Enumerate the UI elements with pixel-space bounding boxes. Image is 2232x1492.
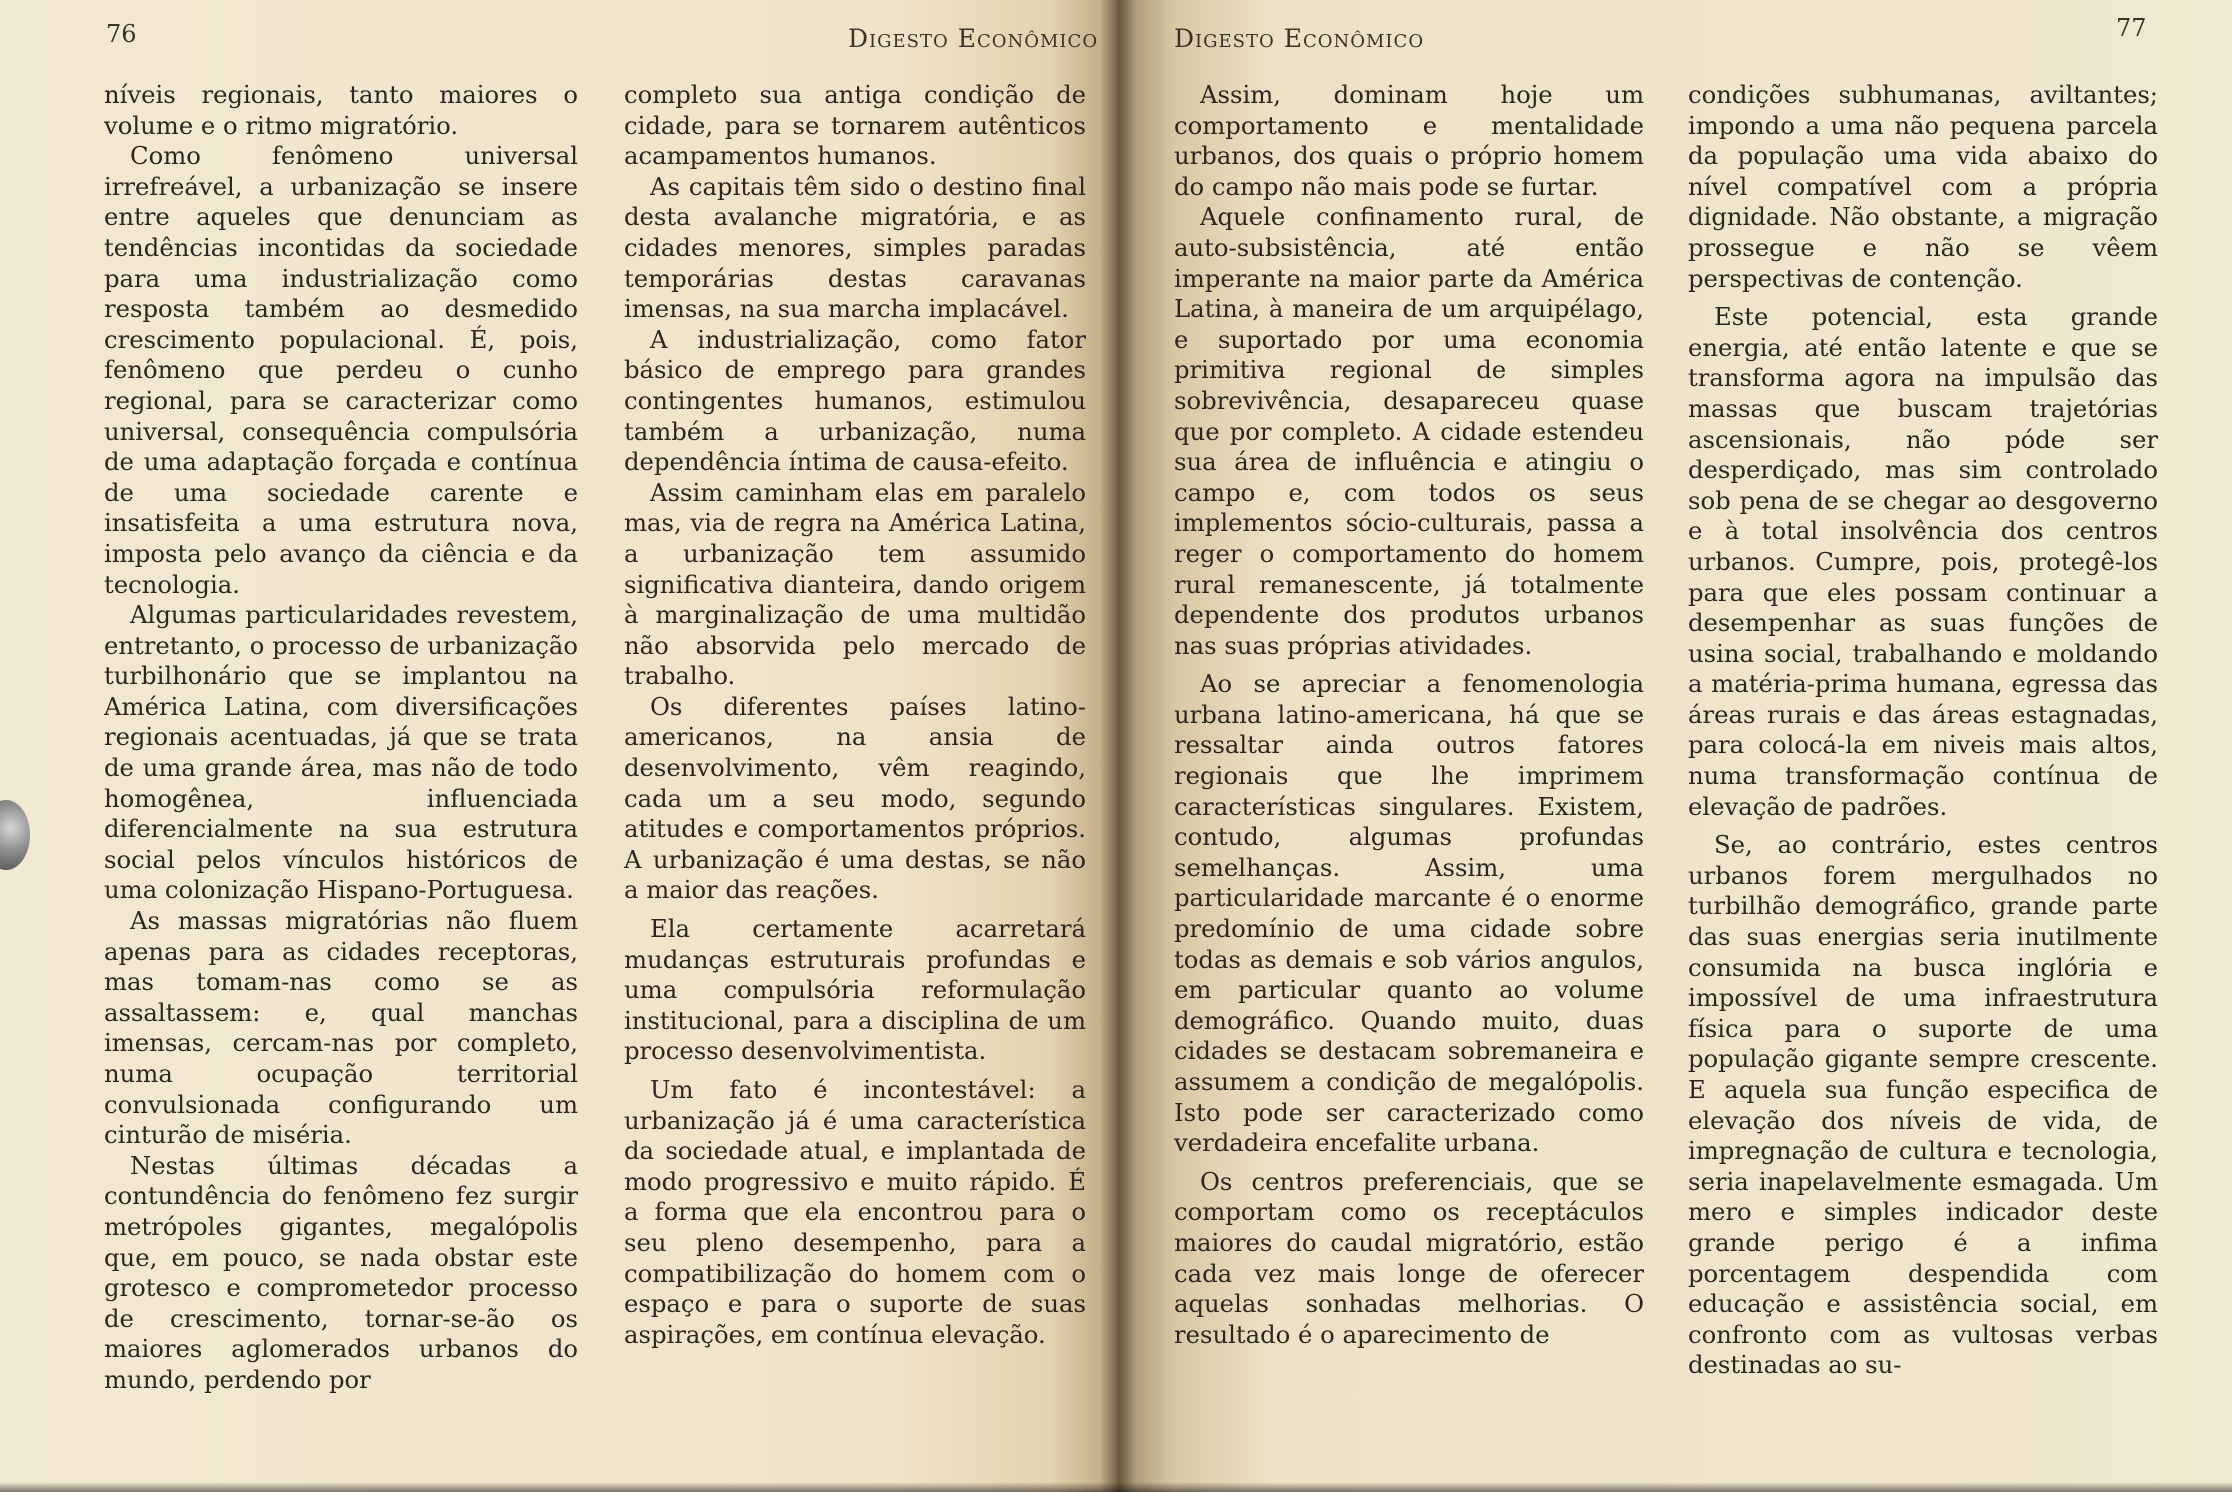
text-column-4 (1688, 80, 2158, 1381)
paragraph: Ao se apreciar a fenomenologia urbana latino-americana, há que se ressaltar ainda outros fatores regionais que lhe imprimem características singulares. Existem, contudo, algumas profundas semelhanças. Assim, uma particularidade marcante é o enorme predomínio de uma cidade sobre todas as demais e sob vários angulos, em particular quanto ao volume demográfico. Quando muito, duas cidades se destacam sobremaneira e assumem a condição de megalópolis. Isto pode ser caracterizado como verdadeira encefalite urbana. (1174, 669, 1644, 1158)
page-number: 76 (106, 20, 137, 48)
paragraph: Os centros preferenciais, que se comportam como os receptáculos maiores do caudal migratório, estão cada vez mais longe de oferecer aquelas sonhadas melhorias. O resultado é o aparecimento de (1174, 1166, 1644, 1349)
paragraph: Ela certamente acarretará mudanças estruturais profundas e uma compulsória reformulação institucional, para a disciplina de um processo desenvolvimentista. (624, 914, 1086, 1066)
text-column-1 (104, 80, 578, 1396)
binder-ring (0, 800, 30, 870)
right-page (1118, 0, 2232, 1492)
paragraph: Assim caminham elas em paralelo mas, via de regra na América Latina, a urbanização tem assumido significativa dianteira, dando origem à marginalização de uma multidão não absorvida pelo mercado de trabalho. (624, 477, 1086, 691)
paragraph: Nestas últimas décadas a contundência do fenômeno fez surgir metrópoles gigantes, megalópolis que, em pouco, se nada obstar este grotesco e comprometedor processo de crescimento, tornar-se-ão os maiores aglomerados urbanos do mundo, perdendo por (104, 1150, 578, 1394)
paragraph: Aquele confinamento rural, de auto-subsistência, até então imperante na maior parte da América Latina, à maneira de um arquipélago, e suportado por uma economia primitiva regional de simples sobrevivência, desapareceu quase que por completo. A cidade estendeu sua área de influência e atingiu o campo e, com todos os seus implementos sócio-culturais, passa a reger o comportamento do homem rural remanescente, já totalmente dependente dos produtos urbanos nas suas próprias atividades. (1174, 202, 1644, 660)
running-header: Digesto Econômico (848, 24, 1099, 53)
paragraph: Algumas particularidades revestem, entretanto, o processo de urbanização turbilhonário que se implantou na América Latina, com diversificações regionais acentuadas, já que se trata de uma grande área, mas não de todo homogênea, influenciada diferencialmente na sua estrutura social pelos vínculos históricos de uma colonização Hispano-Portuguesa. (104, 600, 578, 905)
book-gutter (1100, 0, 1136, 1492)
text-column-3 (1174, 80, 1644, 1350)
paragraph: As massas migratórias não fluem apenas para as cidades receptoras, mas tomam-nas como se as assaltassem: e, qual manchas imensas, cercam-nas por completo, numa ocupação territorial convulsionada configurando um cinturão de miséria. (104, 906, 578, 1150)
page-bottom-edge (0, 1482, 2232, 1492)
paragraph: Como fenômeno universal irrefreável, a urbanização se insere entre aqueles que denunciam as tendências incontidas da sociedade para uma industrialização como resposta também ao desmedido crescimento populacional. É, pois, fenômeno que perdeu o cunho regional, para se caracterizar como universal, consequência compulsória de uma adaptação forçada e contínua de uma sociedade carente e insatisfeita a uma estrutura nova, imposta pelo avanço da ciência e da tecnologia. (104, 141, 578, 599)
paragraph: níveis regionais, tanto maiores o volume e o ritmo migratório. (104, 80, 578, 140)
paragraph: Os diferentes países latino-americanos, na ansia de desenvolvimento, vêm reagindo, cada um a seu modo, segundo atitudes e comportamentos próprios. A urbanização é uma destas, se não a maior das reações. (624, 691, 1086, 905)
paragraph: A industrialização, como fator básico de emprego para grandes contingentes humanos, estimulou também a urbanização, numa dependência íntima de causa-efeito. (624, 324, 1086, 477)
paragraph: Assim, dominam hoje um comportamento e mentalidade urbanos, dos quais o próprio homem do campo não mais pode se furtar. (1174, 80, 1644, 201)
paragraph: Se, ao contrário, estes centros urbanos forem mergulhados no turbilhão demográfico, grande parte das suas energias seria inutilmente consumida na busca inglória e impossível de uma infraestrutura física para o suporte de uma população gigante sempre crescente. E aquela sua função especifica de elevação dos níveis de vida, de impregnação de cultura e tecnologia, seria inapelavelmente esmagada. Um mero e simples indicador deste grande perigo é a infima porcentagem despendida com educação e assistência social, em confronto com as vultosas verbas destinadas ao su- (1688, 830, 2158, 1380)
text-column-2 (624, 80, 1086, 1350)
paragraph: Este potencial, esta grande energia, até então latente e que se transforma agora na impulsão das massas que buscam trajetórias ascensionais, não póde ser desperdiçado, mas sim controlado sob pena de se chegar ao desgoverno e à total insolvência dos centros urbanos. Cumpre, pois, protegê-los para que eles possam continuar a desempenhar as suas funções de usina social, trabalhando e moldando a matéria-prima humana, egressa das áreas rurais e das áreas estagnadas, para colocá-la em niveis mais altos, numa transformação contínua de elevação de padrões. (1688, 302, 2158, 821)
paragraph: Um fato é incontestável: a urbanização já é uma característica da sociedade atual, e implantada de modo progressivo e muito rápido. É a forma que ela encontrou para o seu pleno desempenho, para a compatibilização do homem com o espaço e para o suporte de suas aspirações, em contínua elevação. (624, 1075, 1086, 1349)
paragraph: condições subhumanas, aviltantes; impondo a uma não pequena parcela da população uma vida abaixo do nível compatível com a própria dignidade. Não obstante, a migração prossegue e não se vêem perspectivas de contenção. (1688, 80, 2158, 293)
running-header: Digesto Econômico (1174, 24, 1425, 53)
paragraph: completo sua antiga condição de cidade, para se tornarem autênticos acampamentos humanos. (624, 80, 1086, 171)
paragraph: As capitais têm sido o destino final desta avalanche migratória, e as cidades menores, simples paradas temporárias destas caravanas imensas, na sua marcha implacável. (624, 171, 1086, 324)
page-number: 77 (2116, 14, 2147, 42)
